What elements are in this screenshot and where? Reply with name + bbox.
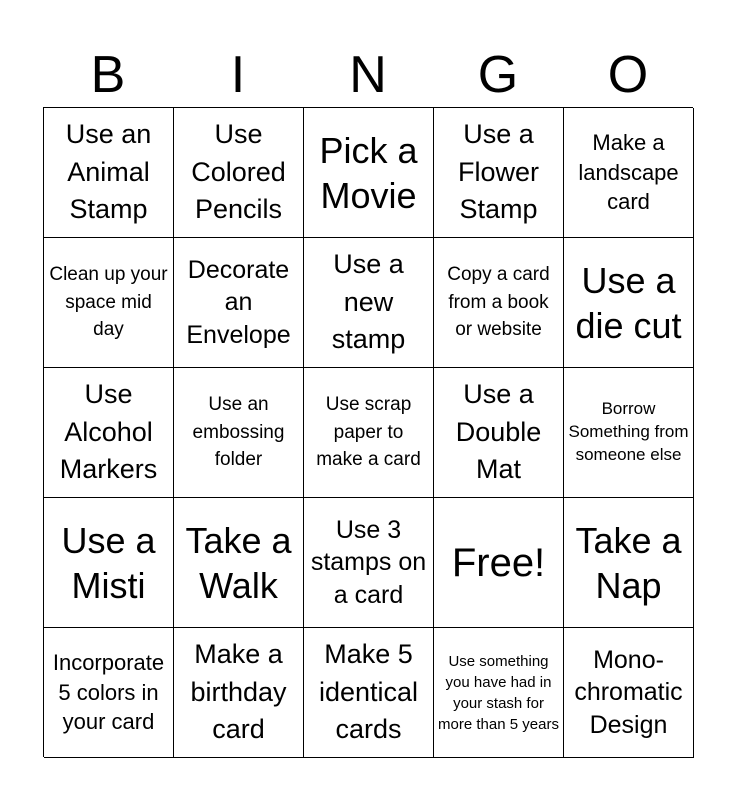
header-letter-g: G	[477, 46, 519, 104]
cell-text: Clean up your space mid day	[49, 264, 168, 341]
bingo-cell[interactable]	[304, 498, 434, 628]
cell-text: Use a Flower Stamp	[457, 118, 539, 225]
header-letter-b: B	[90, 46, 126, 104]
cell-text: Copy a card from a book or website	[447, 264, 550, 341]
bingo-cell[interactable]	[434, 368, 564, 498]
header-letter-o: O	[607, 46, 649, 104]
cell-text: Pick a Movie	[319, 129, 418, 216]
bingo-cell[interactable]	[44, 368, 174, 498]
cell-text: Use a new stamp	[331, 248, 406, 355]
header-letter-n: N	[349, 46, 387, 104]
bingo-cell[interactable]	[44, 108, 174, 238]
bingo-cell[interactable]	[434, 628, 564, 758]
cell-text: Mono-chromatic Design	[574, 645, 683, 739]
bingo-cell[interactable]	[304, 628, 434, 758]
cell-text: Decorate an Envelope	[186, 255, 291, 349]
free-space-cell[interactable]	[434, 498, 564, 628]
bingo-cell[interactable]	[174, 498, 304, 628]
header-letter-i: I	[230, 46, 246, 104]
bingo-cell[interactable]	[564, 628, 694, 758]
bingo-cell[interactable]	[434, 108, 564, 238]
bingo-cell[interactable]	[304, 368, 434, 498]
bingo-cell[interactable]	[564, 498, 694, 628]
cell-text: Use a die cut	[575, 259, 682, 346]
bingo-cell[interactable]	[44, 628, 174, 758]
bingo-cell[interactable]	[174, 108, 304, 238]
bingo-cell[interactable]	[174, 368, 304, 498]
cell-text: Use a Double Mat	[455, 378, 542, 485]
cell-text: Take a Walk	[185, 519, 292, 606]
bingo-cell[interactable]	[304, 108, 434, 238]
cell-text: Use something you have had in your stash for more than 5 years	[438, 652, 559, 733]
bingo-header	[43, 44, 693, 106]
bingo-cell[interactable]	[304, 238, 434, 368]
bingo-cell[interactable]	[564, 108, 694, 238]
bingo-cell[interactable]	[174, 238, 304, 368]
cell-text: Use an Animal Stamp	[65, 118, 152, 225]
bingo-cell[interactable]	[434, 238, 564, 368]
cell-text: Take a Nap	[575, 519, 682, 606]
bingo-card-grid	[43, 107, 693, 757]
cell-text: Use a Misti	[61, 519, 156, 606]
cell-text: Make 5 identical cards	[318, 638, 419, 745]
cell-text: Make a birthday card	[190, 638, 287, 745]
cell-text: Use 3 stamps on a card	[310, 515, 427, 609]
cell-text: Incorporate 5 colors in your card	[52, 649, 165, 735]
cell-text: Make a landscape card	[578, 129, 679, 215]
free-space-text: Free!	[451, 540, 546, 585]
bingo-cell[interactable]	[564, 368, 694, 498]
cell-text: Borrow Something from someone else	[568, 399, 689, 464]
cell-text: Use Alcohol Markers	[59, 378, 158, 485]
bingo-cell[interactable]	[174, 628, 304, 758]
bingo-cell[interactable]	[44, 498, 174, 628]
cell-text: Use scrap paper to make a card	[316, 394, 421, 471]
cell-text: Use Colored Pencils	[191, 118, 286, 225]
cell-text: Use an embossing folder	[192, 394, 285, 471]
bingo-cell[interactable]	[44, 238, 174, 368]
bingo-cell[interactable]	[564, 238, 694, 368]
